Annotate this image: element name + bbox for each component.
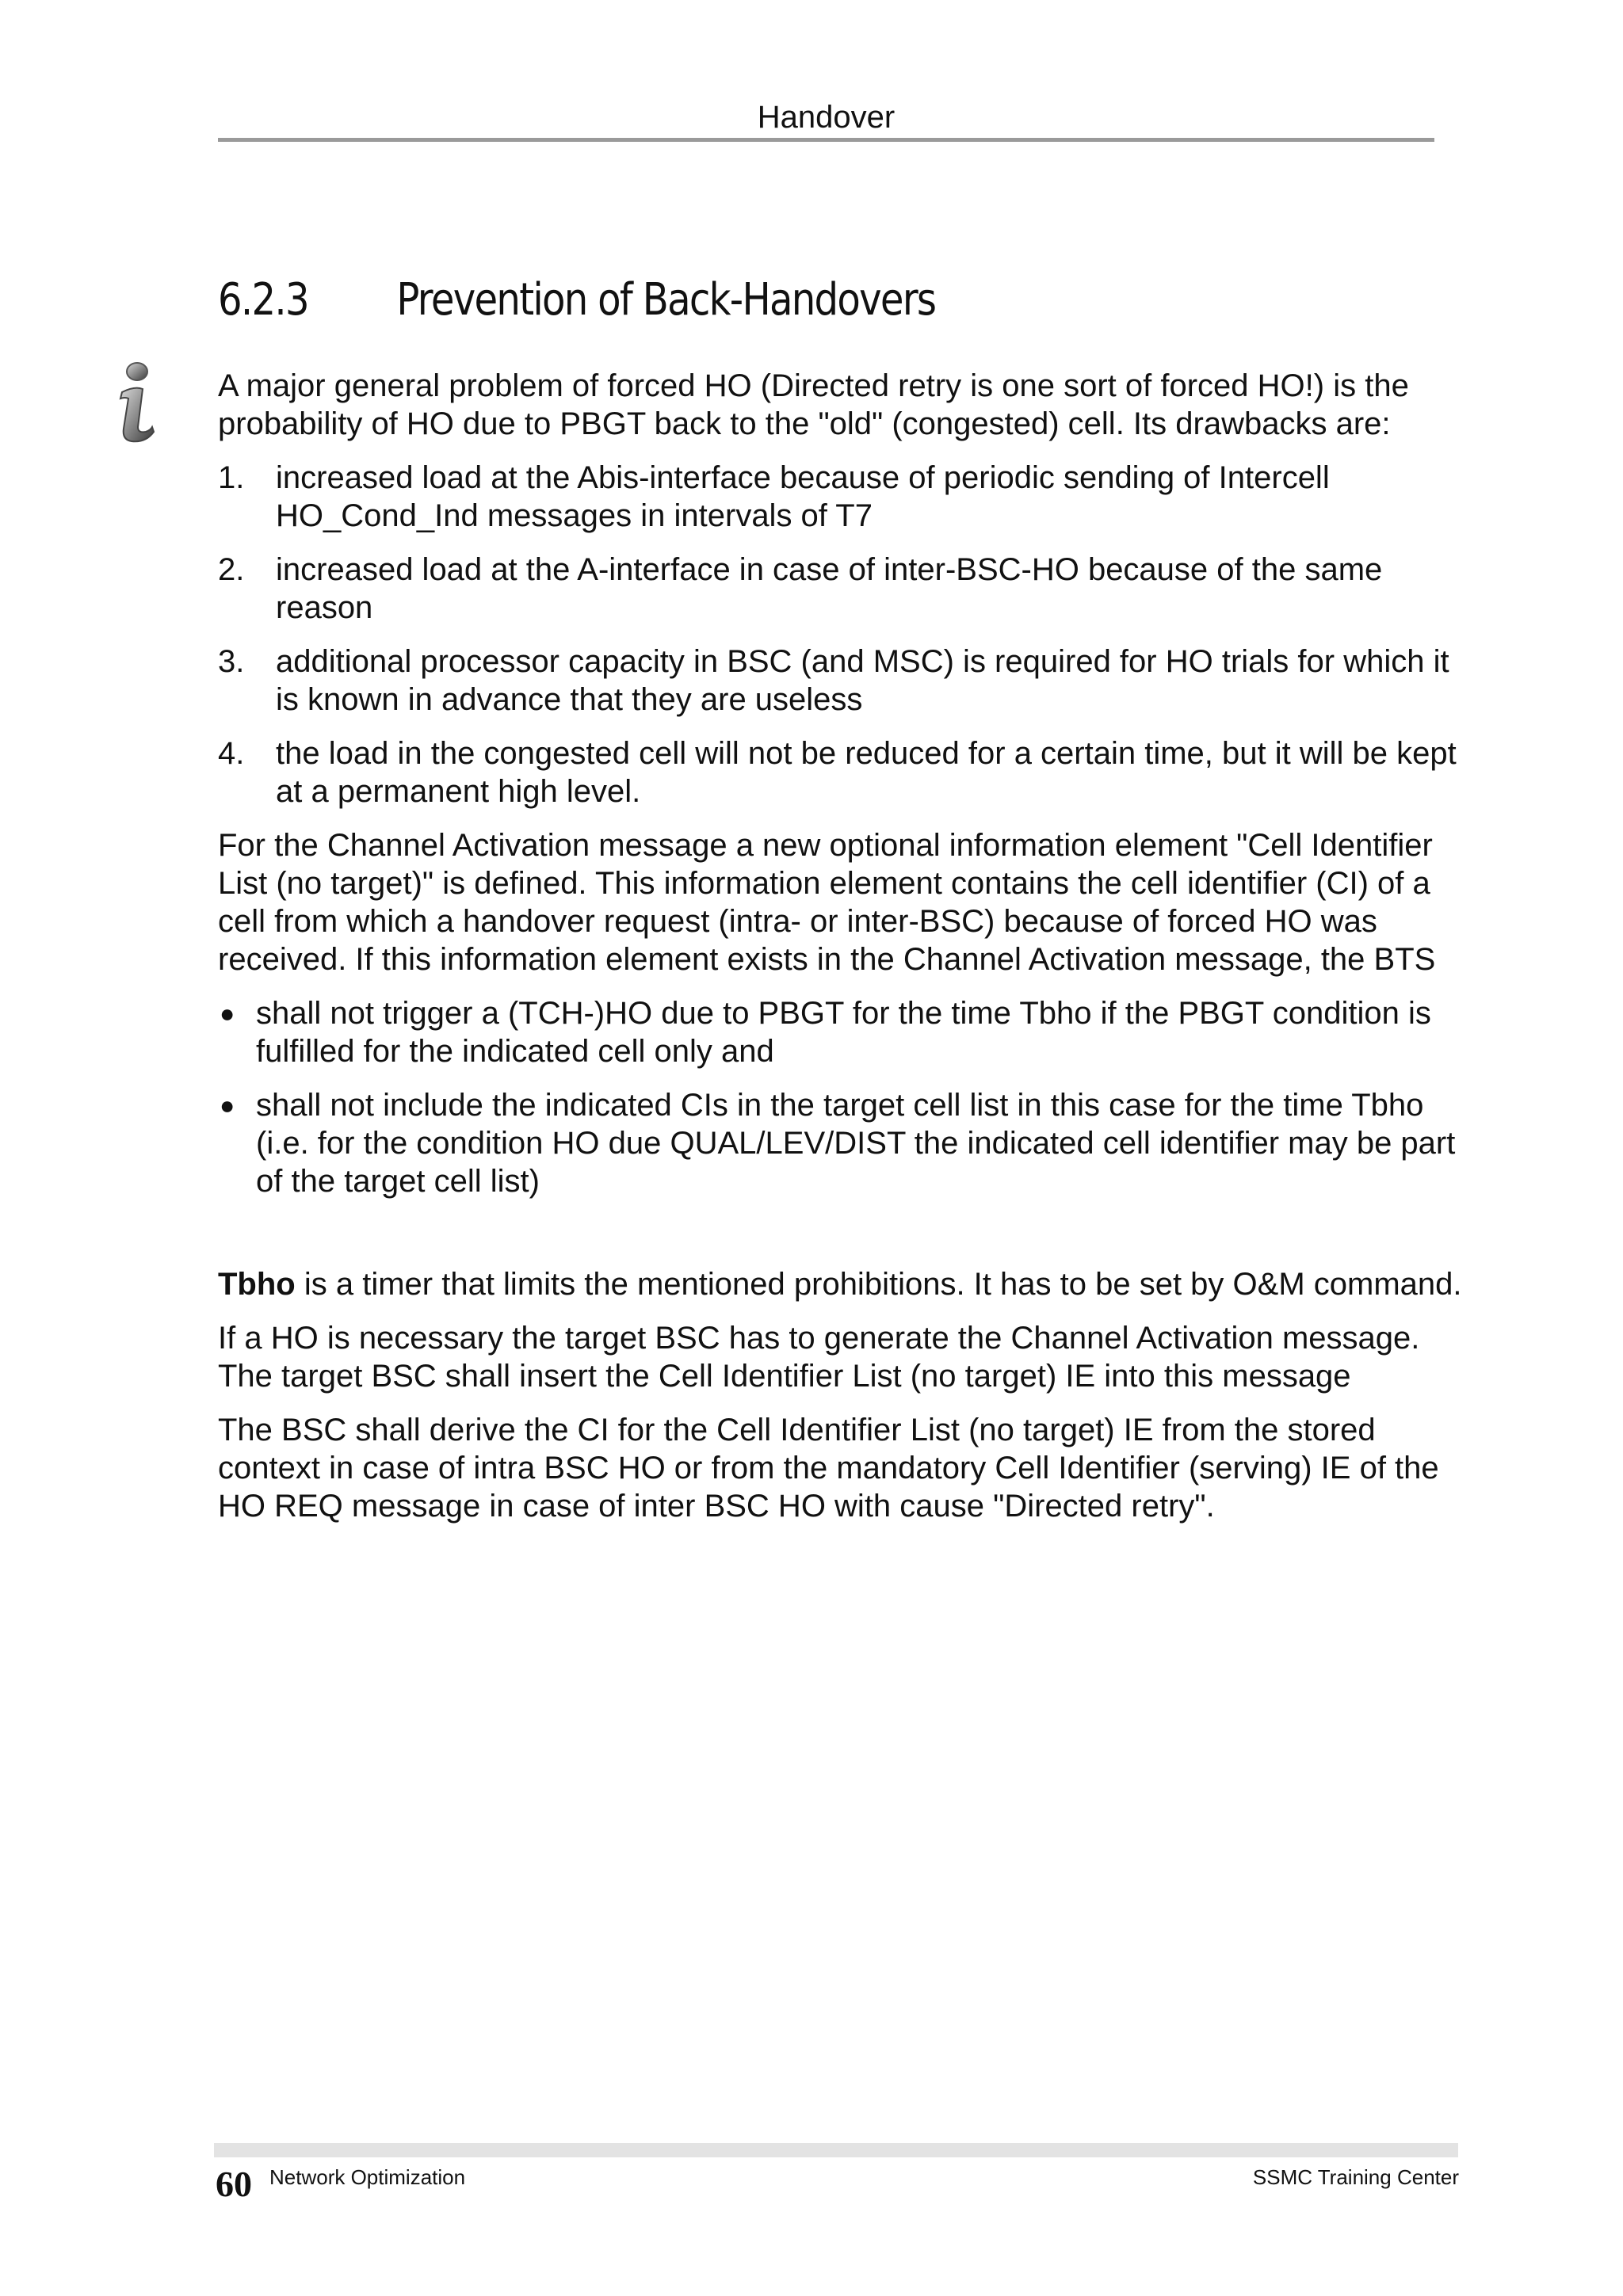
section-heading: [218, 273, 935, 327]
tbho-term: Tbho: [218, 1267, 296, 1302]
footer-publisher: SSMC Training Center: [1252, 2165, 1459, 2189]
footer-book-title: Network Optimization: [269, 2165, 466, 2189]
list-item: ● shall not trigger a (TCH-)HO due to PBGT for the time Tbho if the PBGT condition is fulfilled for the indicated cell only and: [220, 996, 1431, 1069]
list-item: 4. the load in the congested cell will not be reduced for a certain time, but it will be kept at a permanent high level.: [218, 736, 1457, 809]
list-item: 1. increased load at the Abis-interface because of periodic sending of Intercell HO_Cond_Ind messages in intervals of T7: [218, 460, 1330, 533]
page-number: 60: [216, 2164, 252, 2204]
body-text: [218, 367, 1470, 1541]
header-rule: [218, 138, 1434, 142]
drawbacks-list: [218, 459, 1470, 810]
list-item: 2. increased load at the A-interface in case of inter-BSC-HO because of the same reason: [218, 552, 1383, 625]
bullet-icon: ●: [220, 1091, 235, 1119]
bts-rules-list: [218, 994, 1470, 1200]
derive-ci-paragraph: The BSC shall derive the CI for the Cell Identifier List (no target) IE from the stored context in case of intra BSC HO or from the mandatory Cell Identifier (serving) IE of the HO REQ message in case of inter BSC HO with cause "Directed retry".: [218, 1413, 1439, 1524]
target-bsc-paragraph: If a HO is necessary the target BSC has to generate the Channel Activation message. The target BSC shall insert the Cell Identifier List (no target) IE into this message: [218, 1321, 1420, 1394]
list-item: 3. additional processor capacity in BSC (and MSC) is required for HO trials for which it is known in advance that they are useless: [218, 644, 1449, 717]
list-item: ● shall not include the indicated CIs in the target cell list in this case for the time Tbho (i.e. for the condition HO due QUAL/LEV/DIST the indicated cell identifier may be part of the target cell list): [220, 1088, 1456, 1199]
intro-paragraph: A major general problem of forced HO (Directed retry is one sort of forced HO!) is the probability of HO due to PBGT back to the "old" (congested) cell. Its drawbacks are:: [218, 368, 1409, 441]
footer-bar: [214, 2143, 1458, 2157]
tbho-paragraph: Tbho is a timer that limits the mentioned prohibitions. It has to be set by O&M command.: [218, 1267, 1462, 1302]
section-number: 6.2.3: [218, 274, 308, 326]
running-header: Handover: [757, 100, 896, 135]
channel-activation-paragraph: For the Channel Activation message a new optional information element "Cell Identifier List (no target)" is defined. This information element contains the cell identifier (CI) of a cell from which a handover request (intra- or inter-BSC) because of forced HO was received. If this information element exists in the Channel Activation message, the BTS: [218, 828, 1436, 977]
info-icon: [111, 360, 158, 448]
bullet-icon: ●: [220, 999, 235, 1028]
section-title: Prevention of Back-Handovers: [396, 274, 936, 326]
